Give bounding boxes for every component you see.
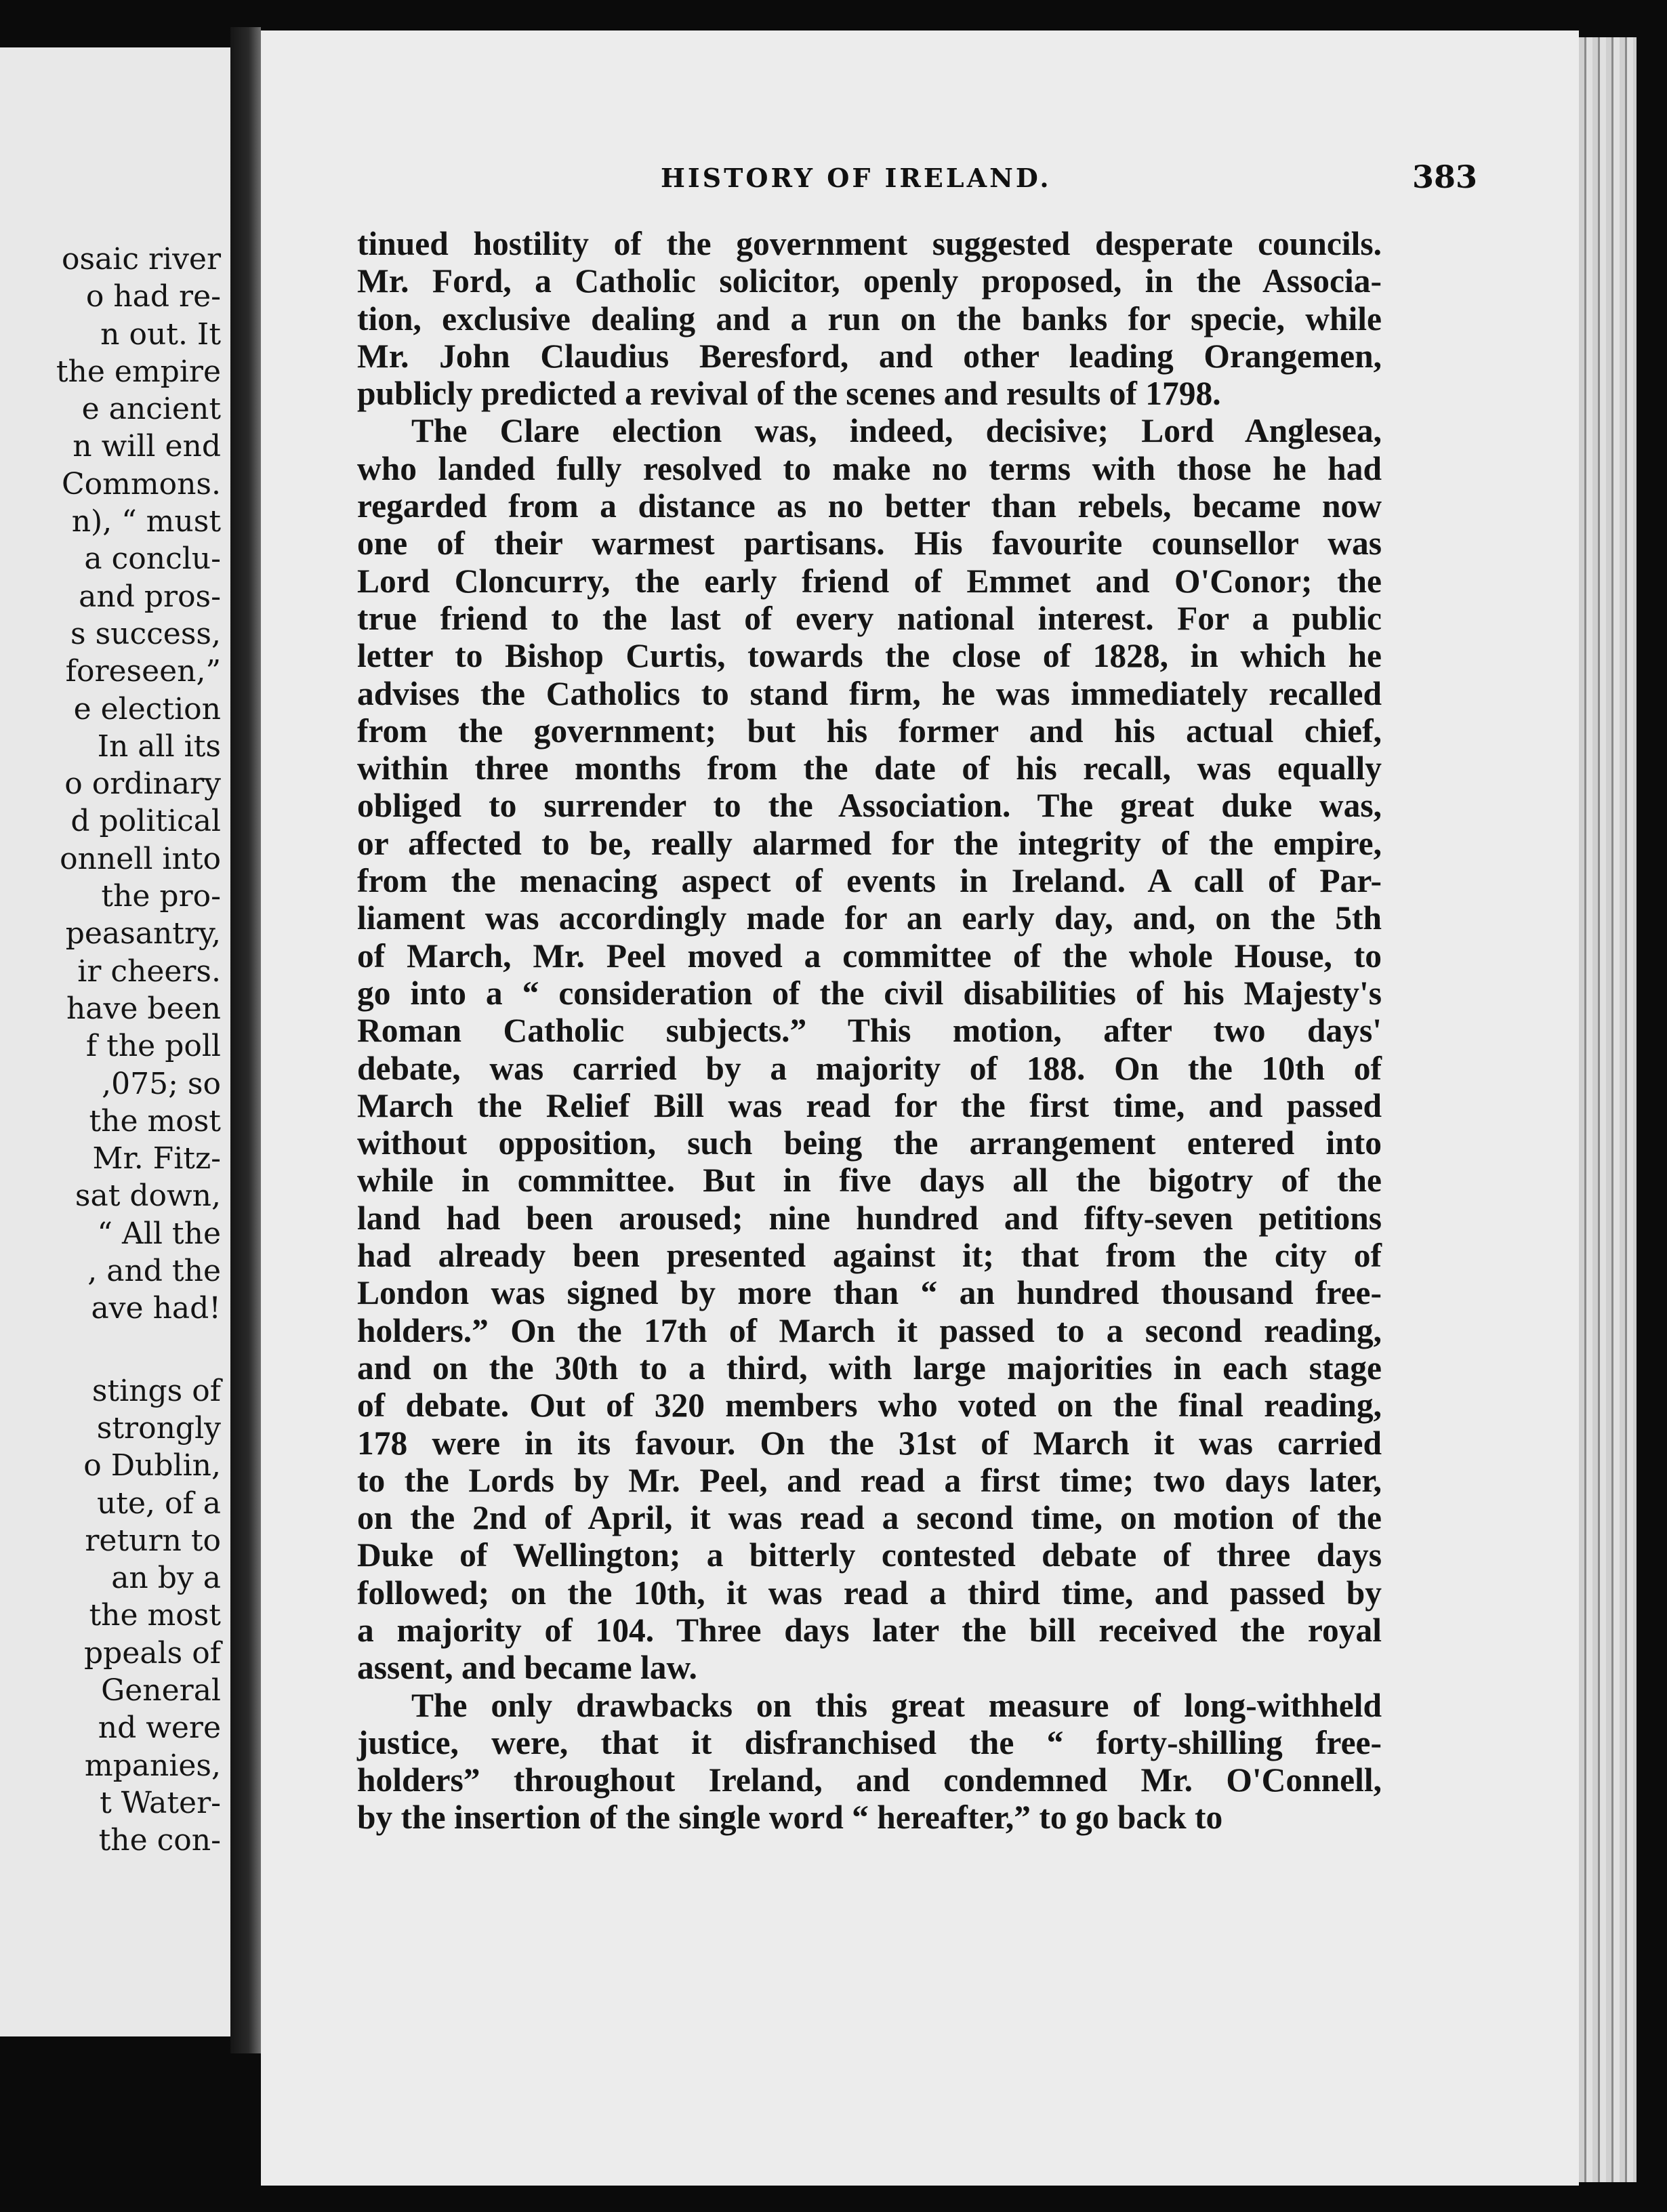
left-page-line: s success, [70,616,221,651]
text-line: from the menacing aspect of events in Ireland. A call of Par- [357,862,1382,900]
running-head [261,159,1579,203]
book-gutter [230,27,261,2053]
left-page-line: General [101,1673,221,1708]
text-line: true friend to the last of every national interest. For a public [357,599,1382,637]
left-page-line: and pros- [79,579,221,614]
left-page-line: ,075; so [102,1066,221,1101]
left-page-line: the empire [56,354,221,389]
left-page-fragment [0,47,230,2036]
text-line: of debate. Out of 320 members who voted on the final reading, [357,1387,1382,1425]
left-page-line: the pro- [101,879,221,914]
text-line: tinued hostility of the government suggested desperate councils. [357,225,1382,262]
text-line: from the government; but his former and his actual chief, [357,712,1382,750]
left-page-line: the con- [98,1823,221,1858]
page-title: HISTORY OF IRELAND. [661,163,1052,193]
left-page-line: return to [85,1523,221,1558]
text-line: tion, exclusive dealing and a run on the banks for specie, while [357,300,1382,337]
text-line: obliged to surrender to the Association. The great duke was, [357,787,1382,825]
left-page-line: mpanies, [84,1748,221,1783]
text-line: on the 2nd of April, it was read a second time, on motion of the [357,1499,1382,1537]
text-line: had already been presented against it; that from the city of [357,1237,1382,1275]
text-line: go into a “ consideration of the civil disabilities of his Majesty's [357,974,1382,1012]
text-line: one of their warmest partisans. His favourite counsellor was [357,525,1382,562]
text-line: without opposition, such being the arrangement entered into [357,1124,1382,1162]
left-page-line: n), “ must [71,504,221,539]
left-page-line: d political [70,804,221,839]
page-number: 383 [1412,159,1477,195]
left-page-line: , and the [87,1254,221,1289]
left-page-line: osaic river [61,242,221,276]
left-page-line: o ordinary [64,766,221,802]
left-page-line: have been [66,991,221,1026]
text-line: followed; on the 10th, it was read a third time, and passed by [357,1574,1382,1612]
left-page-line: “ All the [97,1216,221,1251]
left-page-line: Commons. [62,466,221,501]
left-page-line: n out. It [100,316,221,352]
left-page-line: n will end [73,429,221,464]
left-page-line: ute, of a [96,1486,221,1521]
paragraph [357,1687,1382,1837]
left-page-line: e election [73,691,221,726]
text-line: liament was accordingly made for an early day, and, on the 5th [357,899,1382,937]
page-edges [1579,37,1637,2182]
left-page-line: the most [89,1103,221,1139]
left-page-line: stings of [91,1373,221,1408]
left-page-line: peasantry, [65,916,221,951]
text-line: and on the 30th to a third, with large majorities in each stage [357,1349,1382,1387]
left-page-line: e ancient [81,392,221,427]
left-page-line: Mr. Fitz- [92,1141,221,1176]
text-line: letter to Bishop Curtis, towards the close of 1828, in which he [357,637,1382,675]
left-page-line: o had re- [85,279,221,314]
text-line: March the Relief Bill was read for the first time, and passed [357,1086,1382,1124]
left-page-line: a conclu- [84,541,221,577]
left-page-line: ir cheers. [77,954,221,989]
text-line: Roman Catholic subjects.” This motion, after two days' [357,1012,1382,1050]
text-line: holders.” On the 17th of March it passed to a second reading, [357,1311,1382,1349]
text-line: to the Lords by Mr. Peel, and read a first time; two days later, [357,1461,1382,1499]
left-page-line: f the poll [85,1029,221,1064]
left-page-line: the most [89,1598,221,1633]
text-line: or affected to be, really alarmed for the integrity of the empire, [357,824,1382,862]
left-page-line: o Dublin, [83,1448,221,1483]
text-line: Duke of Wellington; a bitterly contested debate of three days [357,1536,1382,1574]
left-page-line: strongly [96,1410,221,1446]
left-page-line: ave had! [91,1291,221,1326]
text-line: debate, was carried by a majority of 188. On the 10th of [357,1049,1382,1087]
text-line: by the insertion of the single word “ hereafter,” to go back to [357,1799,1223,1837]
left-page-line: sat down, [75,1179,221,1214]
left-page-line [0,1328,221,1372]
text-line: justice, were, that it disfranchised the “ forty-shilling free- [357,1723,1382,1761]
left-page-line: ppeals of [83,1635,221,1671]
left-page-text [0,241,221,1859]
left-page-line: nd were [98,1711,221,1746]
paragraph [357,412,1382,1686]
text-line: London was signed by more than “ an hundred thousand free- [357,1274,1382,1312]
text-line: advises the Catholics to stand firm, he was immediately recalled [357,674,1382,712]
left-page-line: In all its [97,729,221,764]
left-page-line: t Water- [100,1785,221,1820]
text-line: holders” throughout Ireland, and condemned Mr. O'Connell, [357,1761,1382,1799]
text-line: of March, Mr. Peel moved a committee of the whole House, to [357,937,1382,975]
text-line: Mr. John Claudius Beresford, and other leading Orangemen, [357,337,1382,375]
text-line: Lord Cloncurry, the early friend of Emmet and O'Conor; the [357,562,1382,600]
text-line: regarded from a distance as no better than rebels, became now [357,487,1382,525]
text-line: 178 were in its favour. On the 31st of March it was carried [357,1424,1382,1462]
text-line: assent, and became law. [357,1649,697,1687]
left-page-line: onnell into [60,841,221,876]
text-line: while in committee. But in five days all the bigotry of the [357,1162,1382,1200]
text-line: Mr. Ford, a Catholic solicitor, openly proposed, in the Associa- [357,262,1382,300]
text-line: a majority of 104. Three days later the bill received the royal [357,1611,1382,1649]
text-line: who landed fully resolved to make no terms with those he had [357,449,1382,487]
text-line: publicly predicted a revival of the scenes and results of 1798. [357,375,1221,413]
right-page [261,30,1579,2186]
left-page-line: an by a [111,1561,221,1596]
text-line: The Clare election was, indeed, decisive; Lord Anglesea, [411,412,1382,450]
left-page-line: foreseen,” [65,654,221,689]
paragraph [357,225,1382,412]
text-line: land had been aroused; nine hundred and fifty-seven petitions [357,1199,1382,1237]
body-text [357,225,1382,1837]
text-line: The only drawbacks on this great measure of long-withheld [411,1686,1382,1724]
text-line: within three months from the date of his recall, was equally [357,750,1382,787]
